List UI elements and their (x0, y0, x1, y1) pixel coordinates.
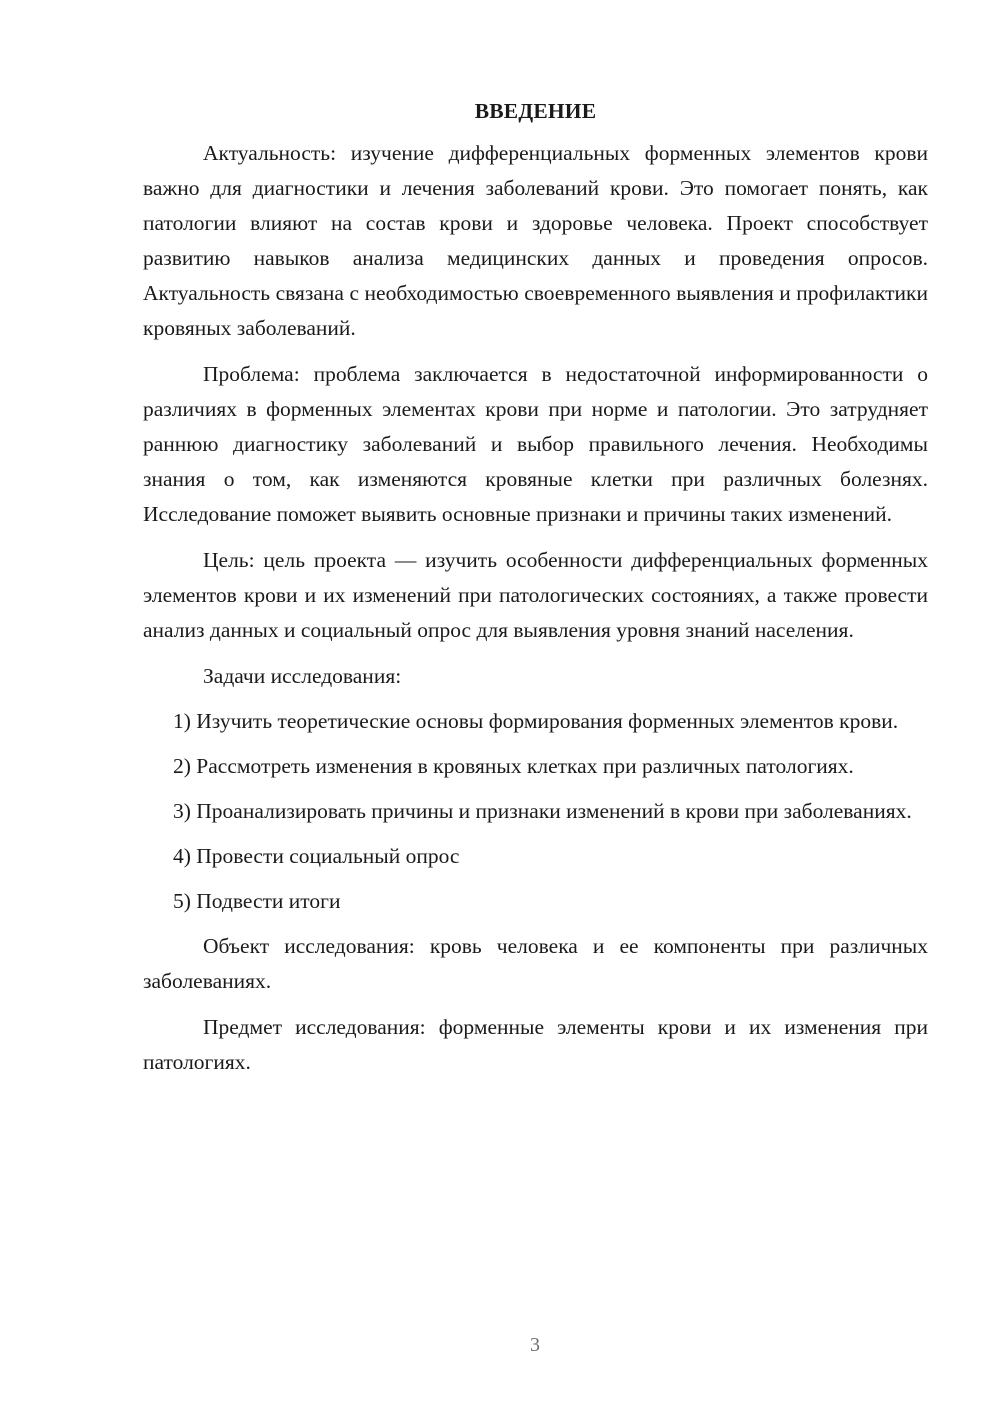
tasks-list (143, 704, 928, 919)
section-title: ВВЕДЕНИЕ (474, 99, 597, 123)
goal-paragraph: Цель: цель проекта — изучить особенности дифференциальных форменных элементов крови и их изменений при патологических состояниях, а также провести анализ данных и социальный опрос для выявления уровня знаний населения. (143, 548, 928, 642)
subject-paragraph: Предмет исследования: форменные элементы крови и их изменения при патологиях. (143, 1015, 928, 1074)
list-item: 1) Изучить теоретические основы формирования форменных элементов крови. (173, 709, 899, 733)
relevance-paragraph: Актуальность: изучение дифференциальных форменных элементов крови важно для диагностики и лечения заболеваний крови. Это помогает понять, как патологии влияют на состав крови и здоровье человека. Проект способствует развитию навыков анализа медицинских данных и проведения опросов. Актуальность связана с необходимостью своевременного выявления и профилактики кровяных заболеваний. (143, 141, 928, 340)
tasks-heading: Задачи исследования: (203, 664, 402, 688)
problem-paragraph: Проблема: проблема заключается в недостаточной информированности о различиях в форменных элементах крови при норме и патологии. Это затрудняет раннюю диагностику заболеваний и выбор правильного лечения. Необходимы знания о том, как изменяются кровяные клетки при различных болезнях. Исследование поможет выявить основные признаки и причины таких изменений. (143, 362, 928, 526)
list-item: 4) Провести социальный опрос (173, 844, 460, 868)
document-page (143, 96, 928, 1080)
page-number: 3 (530, 1334, 540, 1356)
list-item: 5) Подвести итоги (173, 889, 341, 913)
object-paragraph: Объект исследования: кровь человека и ее компоненты при различных заболеваниях. (143, 934, 928, 993)
list-item: 2) Рассмотреть изменения в кровяных клетках при различных патологиях. (173, 754, 854, 778)
list-item: 3) Проанализировать причины и признаки изменений в крови при заболеваниях. (173, 799, 912, 823)
